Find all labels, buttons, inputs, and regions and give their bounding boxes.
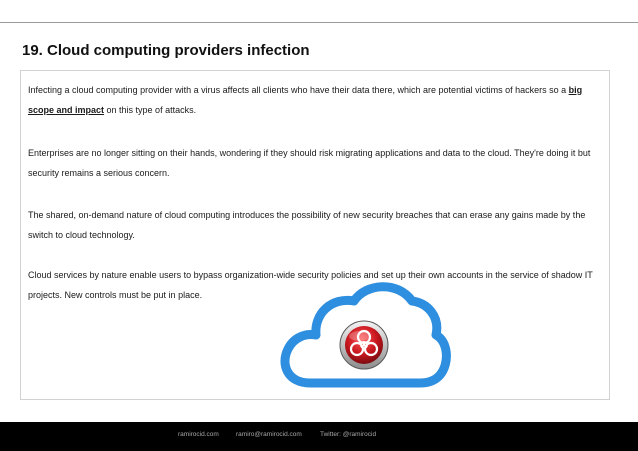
paragraph-4: Cloud services by nature enable users to bypass organization-wide security policies and set up their own accounts in the service of shadow IT projects. New controls must be put in place.: [28, 270, 593, 300]
top-divider: [0, 22, 638, 23]
paragraph-3: The shared, on-demand nature of cloud computing introduces the possibility of new security breaches that can erase any gains made by the switch to cloud technology.: [28, 210, 586, 240]
footer-email-link[interactable]: ramiro@ramirocid.com: [236, 431, 302, 438]
paragraph-1-tail: on this type of attacks.: [104, 105, 197, 115]
emphasis-text: big scope and impact: [28, 85, 583, 115]
biohazard-cloud-icon: [276, 279, 451, 397]
paragraph-2: Enterprises are no longer sitting on their hands, wondering if they should risk migrating applications and data to the cloud. They're doing it but security remains a serious concern.: [28, 148, 591, 178]
content-box: [20, 70, 610, 400]
footer-website-link[interactable]: ramirocid.com: [178, 431, 219, 438]
paragraph-1: [28, 80, 603, 120]
paragraph-1-text: Infecting a cloud computing provider with a virus affects all clients who have their data there, which are potential victims of hackers so a: [28, 85, 569, 95]
footer-twitter-link[interactable]: Twitter: @ramirocid: [320, 431, 377, 438]
slide-title: 19. Cloud computing providers infection: [22, 42, 310, 59]
footer-bar: [0, 422, 638, 451]
